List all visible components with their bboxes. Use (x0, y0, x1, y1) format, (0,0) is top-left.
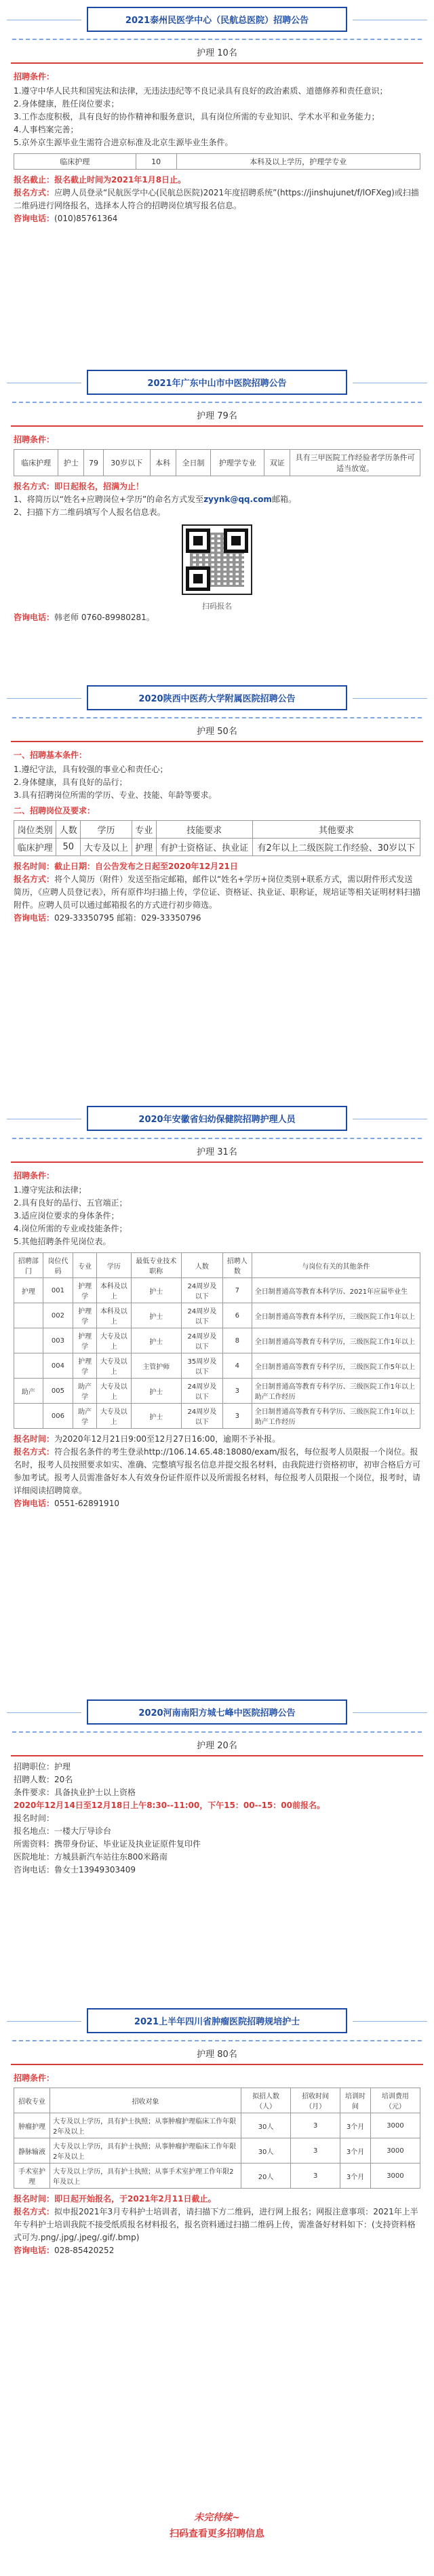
cell: 护士 (131, 1303, 181, 1328)
cell: 大专及以上学历，具有护士执照；从事手术室护理工作年限2年及以上 (50, 2164, 241, 2189)
header-cell: 与岗位有关的其他条件 (252, 1253, 420, 1278)
header-cell: 岗位类别 (14, 821, 56, 839)
field-value: 具备执业护士以上资格 (54, 1788, 136, 1797)
req-item: 1.遵纪守法，具有较强的事业心和责任心； (14, 765, 168, 774)
position-table (14, 1252, 420, 1429)
header-cell: 专业 (73, 1253, 97, 1278)
method-label: 报名方式： (14, 2207, 55, 2216)
field-value: 鲁女士13949303409 (54, 1865, 136, 1875)
cell: 静脉输液 (14, 2138, 50, 2164)
header-cell: 培训时间 (340, 2088, 371, 2113)
method-text: 应聘人员登录“民航医学中心(民航总医院)2021年度招聘系统”(https://jinshujunet/f/lOFXeg)或扫描二维码进行网络报名，选择本人符合的招聘岗位填写报名信息。 (14, 188, 419, 210)
section-3-title: 2020陕西中医药大学附属医院招聘公告 (87, 685, 347, 710)
cell: 大专及以上 (97, 1379, 132, 1404)
section-1-body (11, 62, 423, 229)
phone-text: 0551-62891910 (54, 1499, 119, 1508)
section-2 (11, 370, 423, 628)
section-3 (11, 685, 423, 929)
cell: 护士 (131, 1328, 181, 1353)
cell: 具有三甲医院工作经验者学历条件可适当放宽。 (290, 450, 420, 476)
header-cell: 其他要求 (252, 821, 420, 839)
section-3-position: 护理 50名 (197, 727, 237, 737)
cell: 3 (291, 2138, 340, 2164)
method-text: 将个人简历（附件）发送至指定邮箱，邮件以“姓名+学历+岗位类别+联系方式，需以附件形式发送简历，《应聘人员登记表》，所有原件均扫描上传，学位证、资格证、执业证、职称证，规培证等相关证明材料扫描附件。应聘人员可以通过邮箱报名的方式进行初步筛选。 (14, 874, 421, 910)
time-text: 为2020年12月21日9:00至12月27日16:00，逾期不予补报。 (54, 1434, 281, 1444)
header-cell: 最低专业技术职称 (131, 1253, 181, 1278)
section-5-position: 护理 20名 (197, 1741, 237, 1751)
cell (14, 1303, 43, 1328)
phone-text: 韩老师 0760-89980281。 (54, 613, 155, 622)
time-label: 报名时间： (14, 1434, 55, 1444)
footer (0, 2510, 434, 2540)
divider (12, 39, 422, 40)
position-table (14, 153, 420, 170)
cell: 临床护理 (14, 839, 56, 856)
section-2-body (11, 425, 423, 628)
method-text: 符合报名条件的考生登录http://106.14.65.48:18080/exam/报名，每位报考人员限报一个岗位。报名时，报考人员按照要求如实、准确、完整填写报名信息并提交报名材料，由我院进行资格初审，初审合格后方可参加考试。报考人员需准备好本人有效身份证件原件以及所需报名材料，每位报考人员限报一个岗位，报考时，请详细阅读招聘简章。 (14, 1447, 421, 1495)
cell: 有护士资格证、执业证 (156, 839, 252, 856)
header-cell: 人数 (56, 821, 81, 839)
cell: 护理学 (73, 1278, 97, 1303)
method-label: 报名方式： (14, 1447, 55, 1457)
header-cell: 招收对象 (50, 2088, 241, 2113)
method-label: 报名方式： (14, 482, 55, 491)
scan-more-link[interactable]: 扫码查看更多招聘信息 (170, 2529, 264, 2539)
section-4 (11, 1106, 423, 1514)
position-table (14, 2088, 420, 2189)
req-label: 招聘条件： (14, 2073, 55, 2083)
field-label: 报名时间： (14, 1813, 55, 1823)
cell: 本科及以上学历，护理学专业 (176, 154, 420, 170)
time-label: 报名时间： (14, 2194, 55, 2204)
cell: 30人 (241, 2113, 291, 2138)
divider (12, 2040, 422, 2041)
req-label: 招聘条件： (14, 72, 55, 81)
cell: 4 (223, 1353, 252, 1379)
phone-label: 咨询电话： (14, 214, 55, 223)
cell: 全日制 (176, 450, 211, 476)
cell: 24周岁及以下 (181, 1303, 222, 1328)
header-cell: 技能要求 (156, 821, 252, 839)
cell: 20人 (241, 2164, 291, 2189)
cell: 6 (223, 1303, 252, 1328)
cell: 全日制普通高等教育专科学历，三级医院工作1年以上 (252, 1328, 420, 1353)
cell: 手术室护理 (14, 2164, 50, 2189)
cell: 本科及以上 (97, 1303, 132, 1328)
position-table (14, 449, 420, 476)
section-1 (11, 7, 423, 229)
header-cell: 招聘人数 (223, 1253, 252, 1278)
cell: 8 (223, 1328, 252, 1353)
cell: 35周岁及以下 (181, 1353, 222, 1379)
cell: 助产学 (73, 1404, 97, 1429)
cell: 10 (136, 154, 176, 170)
cell: 护理学 (73, 1353, 97, 1379)
method-step-2: 2、扫描下方二维码填写个人报名信息表。 (14, 507, 165, 517)
cell: 全日制普通高等教育本科学历、2021年应届毕业生 (252, 1278, 420, 1303)
cell: 临床护理 (14, 154, 136, 170)
method-highlight: 即日起报名，招满为止！ (54, 482, 144, 491)
qr-code-icon[interactable] (182, 524, 252, 595)
cell: 24周岁及以下 (181, 1404, 222, 1429)
section-2-title: 2021年广东中山市中医院招聘公告 (87, 370, 347, 395)
section-1-position: 护理 10名 (197, 48, 237, 58)
cell: 大专及以上学历，具有护士执照；从事肿瘤护理临床工作年限2年及以上 (50, 2113, 241, 2138)
field-label: 招聘人数： (14, 1775, 55, 1784)
req-item: 4.人事档案完善； (14, 125, 79, 134)
section-6-body (11, 2064, 423, 2261)
header-cell: 人数 (181, 1253, 222, 1278)
cell: 24周岁及以下 (181, 1278, 222, 1303)
heading-2: 二、招聘岗位及要求： (14, 806, 96, 815)
cell: 24周岁及以下 (181, 1379, 222, 1404)
cell: 护理 (132, 839, 156, 856)
cell: 79 (84, 450, 103, 476)
cell: 006 (43, 1404, 73, 1429)
header-cell: 拟招人数（人） (241, 2088, 291, 2113)
section-5-body (11, 1755, 423, 1881)
cell: 大专及以上 (97, 1328, 132, 1353)
header-cell: 学历 (81, 821, 132, 839)
field-label: 所需资料： (14, 1839, 55, 1849)
header-cell: 岗位代码 (43, 1253, 73, 1278)
divider (12, 717, 422, 718)
cell: 大专及以上学历，具有护士执照；从事肿瘤护理临床工作年限2年及以上 (50, 2138, 241, 2164)
cell: 003 (43, 1328, 73, 1353)
field-label: 报名地点： (14, 1826, 55, 1836)
req-label: 招聘条件： (14, 435, 55, 444)
field-label: 招聘职位： (14, 1762, 55, 1771)
cell: 50 (56, 839, 81, 856)
cell: 3个月 (340, 2113, 371, 2138)
field-value: 携带身份证、毕业证及执业证原件复印件 (54, 1839, 201, 1849)
phone-label: 咨询电话： (14, 913, 55, 923)
cell: 临床护理 (14, 450, 58, 476)
header-cell: 招聘部门 (14, 1253, 43, 1278)
cell: 护理学 (73, 1328, 97, 1353)
req-item: 2.身体健康，胜任岗位要求； (14, 99, 119, 109)
cell: 3000 (370, 2113, 420, 2138)
deadline: 报名截止：报名截止时间为2021年1月8日止。 (14, 175, 186, 185)
cell (14, 1353, 43, 1379)
cell: 全日制普通高等教育专科学历，三级医院工作5年以上 (252, 1353, 420, 1379)
header-cell: 学历 (97, 1253, 132, 1278)
cell: 大专及以上 (81, 839, 132, 856)
time-label: 报名时间： (14, 862, 55, 871)
cell: 护士 (131, 1404, 181, 1429)
section-4-position: 护理 31名 (197, 1147, 237, 1157)
section-3-body (11, 741, 423, 929)
req-item: 2.身体健康，具有良好的品行； (14, 777, 127, 787)
section-5-title: 2020河南南阳方城七峰中医院招聘公告 (87, 1699, 347, 1725)
section-1-title: 2021泰州民医学中心（民航总医院）招聘公告 (87, 7, 347, 32)
header-cell: 专业 (132, 821, 156, 839)
field-value: 一楼大厅导诊台 (54, 1826, 112, 1836)
req-item: 3.工作态度积极，具有良好的协作精神和服务意识，具有岗位所需的专业知识、学术水平和业务能力； (14, 112, 380, 121)
cell: 主管护师 (131, 1353, 181, 1379)
cell: 助产学 (73, 1379, 97, 1404)
cell (14, 1328, 43, 1353)
cell: 002 (43, 1303, 73, 1328)
header-cell: 招收专业 (14, 2088, 50, 2113)
header-cell: 招收时间（月） (291, 2088, 340, 2113)
section-6 (11, 2008, 423, 2261)
cell: 全日制普通高等教育本科学历，三级医院工作1年以上 (252, 1303, 420, 1328)
cell: 全日制普通高等教育专科学历、三级医院工作1年以上助产工作经历 (252, 1404, 420, 1429)
section-6-position: 护理 80名 (197, 2050, 237, 2060)
cell: 3 (291, 2164, 340, 2189)
cell: 004 (43, 1353, 73, 1379)
cell: 7 (223, 1278, 252, 1303)
deadline: 截止日期：自公告发布之日起至2020年12月21日 (54, 862, 238, 871)
cell: 本科及以上 (97, 1278, 132, 1303)
method-step-1: 1、将简历以“姓名+应聘岗位+学历”的命名方式发至 (14, 495, 204, 504)
cell: 3000 (370, 2138, 420, 2164)
req-item: 4.岗位所需的专业或技能条件； (14, 1224, 127, 1233)
phone-label: 咨询电话： (14, 2246, 55, 2255)
cell: 护士 (58, 450, 84, 476)
field-label: 咨询电话： (14, 1865, 55, 1875)
cell: 3 (223, 1404, 252, 1429)
cell: 001 (43, 1278, 73, 1303)
section-4-body (11, 1161, 423, 1514)
phone-text: 028-85420252 (54, 2246, 115, 2255)
req-item: 5.京外京生源毕业生需符合进京标准及北京生源毕业生条件。 (14, 138, 233, 147)
cell: 护理学 (73, 1303, 97, 1328)
method-label: 报名方式： (14, 188, 55, 197)
phone-label: 咨询电话： (14, 1499, 55, 1508)
req-item: 1.遵守宪法和法律； (14, 1185, 87, 1195)
method-label: 报名方式： (14, 874, 55, 884)
field-value: 护理 (54, 1762, 71, 1771)
method-text: 拟申报2021年3月专科护士培训者，请扫描下方二维码，进行网上报名；网报注意事项：2021年上半年专科护士培训我院不接受纸质报名材料报名，报名资料通过扫描二维码上传，需准备好材料如下：(支持资料格式可为.png/.jpg/.jpeg/.gif/.bmp) (14, 2207, 418, 2242)
cell: 双证 (264, 450, 290, 476)
cell: 3个月 (340, 2164, 371, 2189)
cell: 3000 (370, 2164, 420, 2189)
divider (12, 1731, 422, 1733)
cell (14, 1404, 43, 1429)
cell: 大专及以上 (97, 1404, 132, 1429)
cell: 3 (291, 2113, 340, 2138)
cell: 有2年以上二级医院工作经验、30岁以下 (252, 839, 420, 856)
cell: 护士 (131, 1379, 181, 1404)
section-6-title: 2021上半年四川省肿瘤医院招聘规培护士 (87, 2008, 347, 2033)
field-label: 条件要求： (14, 1788, 55, 1797)
cell: 护士 (131, 1278, 181, 1303)
method-step-1-end: 邮箱。 (271, 495, 296, 504)
divider (12, 402, 422, 403)
cell: 3 (223, 1379, 252, 1404)
field-value: 方城县新汽车站往东800米路南 (54, 1852, 167, 1862)
cell: 3个月 (340, 2138, 371, 2164)
cell: 30岁以下 (103, 450, 150, 476)
phone-text: (010)85761364 (54, 214, 118, 223)
email-link[interactable]: zyynk@qq.com (203, 495, 272, 504)
req-item: 3.适应岗位要求的身体条件； (14, 1211, 119, 1220)
req-item: 1.遵守中华人民共和国宪法和法律，无违法违纪等不良记录具有良好的政治素质、道德修养和责任意识； (14, 86, 388, 96)
deadline: 即日起开始报名，于2021年2月11日截止。 (54, 2194, 216, 2204)
cell: 护理 (14, 1278, 43, 1303)
cell: 肿瘤护理 (14, 2113, 50, 2138)
to-be-continued: 未完待续~ (194, 2512, 240, 2523)
cell: 全日制普通高等教育专科学历、三级医院工作1年以上助产工作经历 (252, 1379, 420, 1404)
header-cell: 培训费用（元） (370, 2088, 420, 2113)
heading-1: 一、招聘基本条件： (14, 750, 87, 760)
cell: 大专及以上 (97, 1353, 132, 1379)
cell: 护理学专业 (211, 450, 264, 476)
date-line: 2020年12月14日至12月18日上午8:30--11:00，下午15：00--15：00前报名。 (14, 1801, 325, 1810)
cell: 005 (43, 1379, 73, 1404)
phone-text: 029-33350795 邮箱：029-33350796 (54, 913, 201, 923)
section-2-position: 护理 79名 (197, 411, 237, 421)
field-value: 20名 (54, 1775, 73, 1784)
qr-caption: 扫码报名 (202, 602, 232, 611)
divider (12, 1138, 422, 1139)
cell: 助产 (14, 1379, 43, 1404)
cell: 30人 (241, 2138, 291, 2164)
position-table (14, 820, 420, 856)
cell: 24周岁及以下 (181, 1328, 222, 1353)
field-label: 医院地址： (14, 1852, 55, 1862)
req-item: 3.具有招聘岗位所需的学历、专业、技能、年龄等要求。 (14, 790, 217, 800)
cell: 本科 (150, 450, 176, 476)
section-4-title: 2020年安徽省妇幼保健院招聘护理人员 (87, 1106, 347, 1131)
req-item: 5.其他招聘条件见岗位表。 (14, 1237, 111, 1246)
section-5 (11, 1699, 423, 1881)
req-item: 2.具有良好的品行、五官端正； (14, 1198, 127, 1208)
phone-label: 咨询电话： (14, 613, 55, 622)
req-label: 招聘条件： (14, 1171, 55, 1180)
